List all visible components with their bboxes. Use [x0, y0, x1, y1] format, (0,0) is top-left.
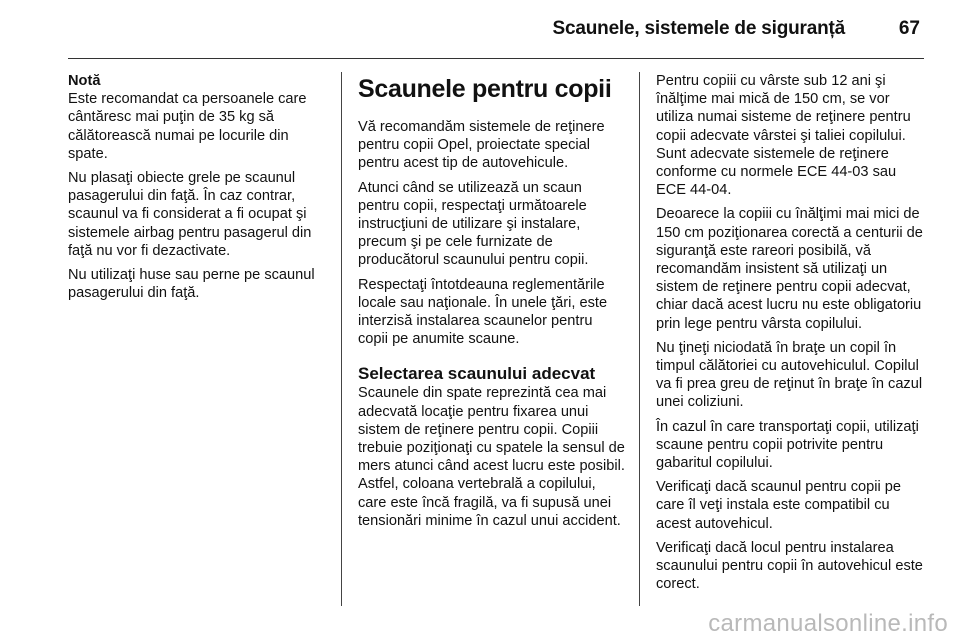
body-paragraph: Respectaţi întotdeauna reglementările locale sau naţionale. În unele ţări, este interzisă instalarea scaunelor pentru copii pe anumite scaune.	[358, 276, 608, 348]
column-note	[68, 72, 326, 308]
body-paragraph: Pentru copiii cu vârste sub 12 ani şi înălţime mai mică de 150 cm, se vor utiliza numai sisteme de reţinere pentru copii adecvate vârstei şi taliei copilului. Sunt adecvate sistemele de reţinere conforme cu normele ECE 44-03 sau ECE 44-04.	[656, 73, 911, 199]
note-heading: Notă	[68, 73, 101, 89]
body-paragraph: Scaunele din spate reprezintă cea mai adecvată locaţie pentru fixarea unui sistem de reţinere pentru copii. Copiii trebuie poziţionaţi cu spatele la sensul de mers atunci când acest lucru este posibil. Astfel, coloana vertebrală a copilului, care este încă fragilă, va fi supusă unei tensionări minime în cazul unui accident.	[358, 385, 625, 529]
body-paragraph: În cazul în care transportaţi copii, utilizaţi scaune pentru copii potrivite pentru gabaritul copilului.	[656, 418, 919, 472]
page-header	[0, 0, 960, 60]
note-paragraph: Este recomandat ca persoanele care cântăresc mai puţin de 35 kg să călătorească numai pe locurile din spate.	[68, 91, 307, 162]
body-paragraph: Verificaţi dacă locul pentru instalarea scaunului pentru copii în autovehicul este corect.	[656, 539, 923, 593]
note-paragraph: Nu utilizaţi huse sau perne pe scaunul pasagerului din faţă.	[68, 267, 315, 302]
section-heading: Scaunele pentru copii	[358, 75, 612, 103]
subsection-heading: Selectarea scaunului adecvat	[358, 364, 596, 384]
column-requirements	[656, 72, 926, 599]
page-number: 67	[898, 18, 920, 39]
column-divider	[639, 72, 640, 606]
column-divider	[341, 72, 342, 606]
body-paragraph: Verificaţi dacă scaunul pentru copii pe care îl veţi instala este compatibil cu acest autovehicul.	[656, 479, 902, 532]
body-paragraph: Nu ţineţi niciodată în braţe un copil în timpul călătoriei cu autovehiculul. Copilul va fi prea greu de reţinut în braţe în cazul unei coliziuni.	[656, 339, 923, 411]
body-paragraph: Atunci când se utilizează un scaun pentru copii, respectaţi următoarele instrucţiuni de utilizare şi instalare, precum şi pe cele furnizate de producătorul scaunului pentru copii.	[358, 179, 589, 269]
watermark: carmanualsonline.info	[708, 610, 948, 637]
header-divider	[68, 58, 924, 59]
section-title: Scaunele, sistemele de siguranță	[552, 18, 845, 39]
note-paragraph: Nu plasaţi obiecte grele pe scaunul pasagerului din faţă. În caz contrar, scaunul va fi considerat a fi ocupat şi sistemele airbag pentru pasagerul din faţă nu vor fi dezactivate.	[68, 170, 312, 259]
column-child-seats	[358, 72, 626, 536]
body-paragraph: Deoarece la copiii cu înălţimi mai mici de 150 cm poziţionarea corectă a centurii de siguranţă este rareori posibilă, vă recomandăm insistent să utilizaţi un sistem de reţinere pentru copii adecvat, chiar dacă acest lucru nu este obligatoriu prin lege pentru vârsta copilului.	[656, 206, 923, 332]
body-paragraph: Vă recomandăm sistemele de reţinere pentru copii Opel, proiectate special pentru acest tip de autovehicule.	[358, 119, 605, 172]
